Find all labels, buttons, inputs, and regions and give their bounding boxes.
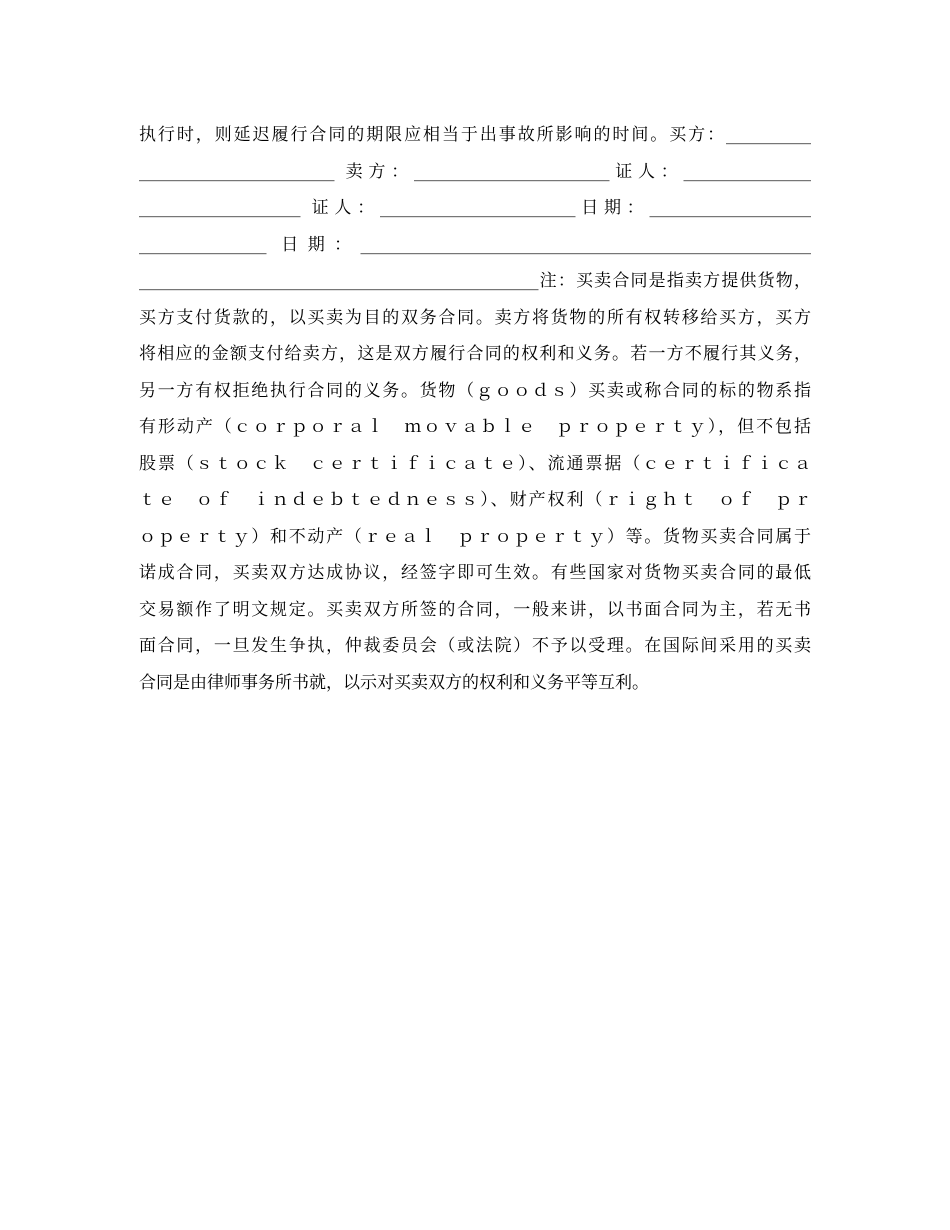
text-line-15: 面合同，一旦发生争执，仲裁委员会（或法院）不予以受理。在国际间采用的买卖 [139, 636, 811, 656]
text-line-8: 另一方有权拒绝执行合同的义务。货物（ｇｏｏｄｓ）买卖或称合同的标的物系指 [139, 380, 811, 401]
text-line-13: 诺成合同，买卖双方达成协议，经签字即可生效。有些国家对货物买卖合同的最低 [139, 563, 811, 583]
text-line-1: 执行时，则延迟履行合同的期限应相当于出事故所影响的时间。买方：__________ [139, 125, 811, 145]
text-line-2: _______________________ 卖方：_______________________证人：_______________ [139, 161, 811, 182]
text-line-6: 买方支付货款的，以买卖为目的双务合同。卖方将货物的所有权转移给买方，买方 [139, 307, 811, 328]
text-line-9: 有形动产（ｃｏｒｐｏｒａｌ ｍｏｖａｂｌｅ ｐｒｏｐｅｒｔｙ），但不包括 [139, 417, 811, 437]
text-line-16: 合同是由律师事务所书就，以示对买卖双方的权利和义务平等互利。 [139, 672, 649, 693]
text-line-5: _______________________________________________注：买卖合同是指卖方提供货物， [139, 271, 811, 291]
contract-text [139, 117, 811, 701]
text-line-14: 交易额作了明文规定。买卖双方所签的合同，一般来讲，以书面合同为主，若无书 [139, 599, 811, 620]
text-line-7: 将相应的金额支付给卖方，这是双方履行合同的权利和义务。若一方不履行其义务， [139, 344, 811, 364]
text-line-12: ｏｐｅｒｔｙ）和不动产（ｒｅａｌ ｐｒｏｐｅｒｔｙ）等。货物买卖合同属于 [139, 526, 811, 547]
text-line-4: _______________ 日期：_____________________________________________________ [139, 234, 811, 255]
text-line-10: 股票（ｓｔｏｃｋ ｃｅｒｔｉｆｉｃａｔｅ）、流通票据（ｃｅｒｔｉｆｉｃａ [139, 453, 811, 474]
text-line-3: ___________________ 证人：_______________________日期：___________________ [139, 198, 811, 218]
text-line-11: ｔｅ ｏｆ ｉｎｄｅｂｔｅｄｎｅｓｓ）、财产权利（ｒｉｇｈｔ ｏｆ ｐｒ [139, 490, 811, 510]
